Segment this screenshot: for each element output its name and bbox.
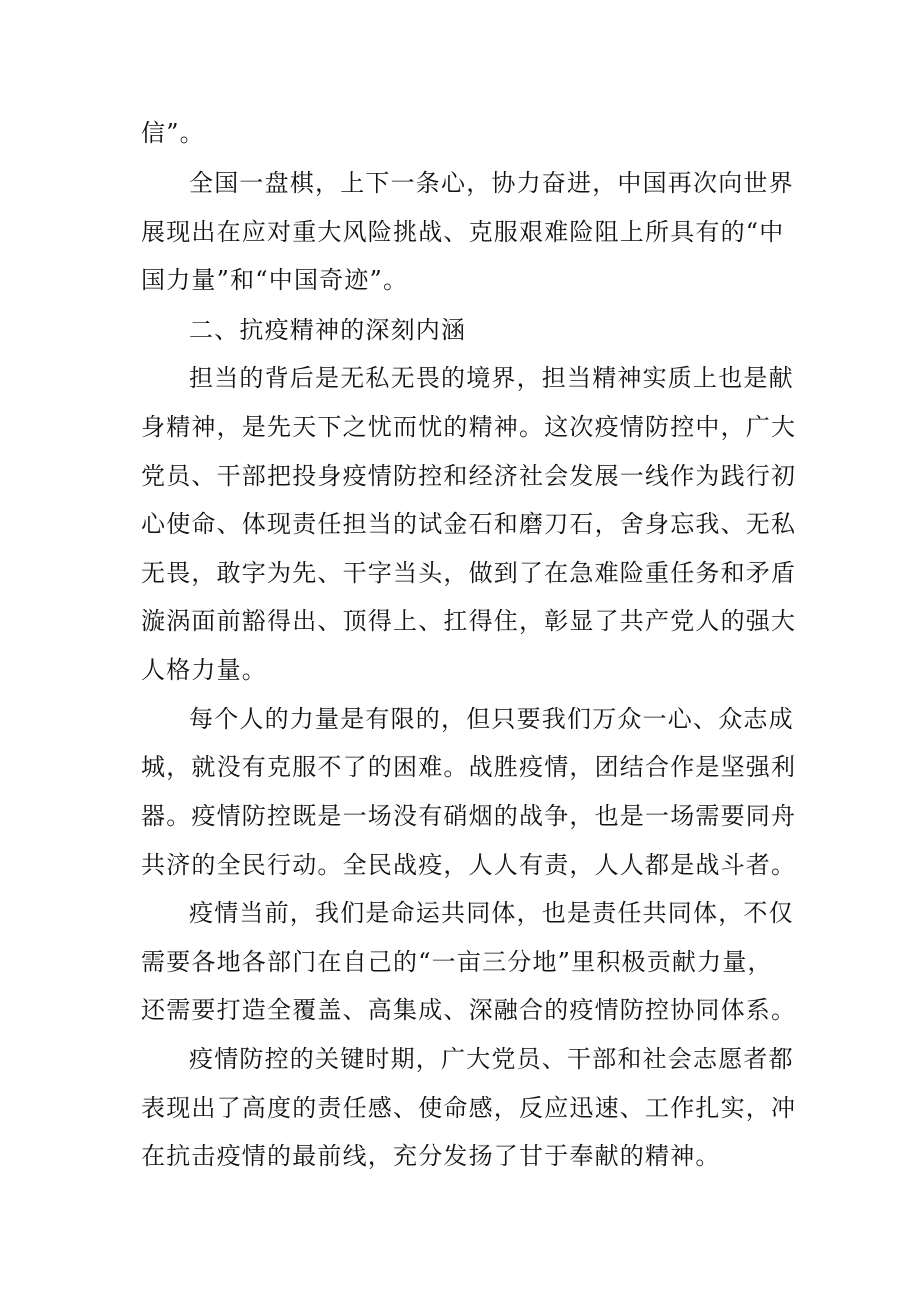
- text-line: 心使命、体现责任担当的试金石和磨刀石，舍身忘我、无私: [141, 510, 797, 538]
- text-line: 还需要打造全覆盖、高集成、深融合的疫情防控协同体系。: [141, 996, 797, 1024]
- text-line: 国力量”和“中国奇迹”。: [141, 266, 409, 294]
- text-line: 在抗击疫情的最前线，充分发扬了甘于奉献的精神。: [141, 1142, 721, 1170]
- text-line: 需要各地各部门在自己的“一亩三分地”里积极贡献力量，: [141, 948, 773, 976]
- paragraph-first-line: 每个人的力量是有限的，但只要我们万众一心、众志成: [189, 705, 794, 733]
- text-line: 无畏，敢字为先、干字当头，做到了在急难险重任务和矛盾: [141, 559, 797, 587]
- text-line: 共济的全民行动。全民战疫，人人有责，人人都是战斗者。: [141, 851, 797, 879]
- text-line: 漩涡面前豁得出、顶得上、扛得住，彰显了共产党人的强大: [141, 607, 797, 635]
- text-line: 城，就没有克服不了的困难。战胜疫情，团结合作是坚强利: [141, 753, 797, 781]
- paragraph-first-line: 疫情防控的关键时期，广大党员、干部和社会志愿者都: [189, 1045, 794, 1073]
- text-line: 展现出在应对重大风险挑战、克服艰难险阻上所具有的“中: [141, 218, 785, 246]
- text-line: 人格力量。: [141, 656, 267, 684]
- paragraph-first-line: 疫情当前，我们是命运共同体，也是责任共同体，不仅: [189, 899, 794, 927]
- paragraph-first-line: 担当的背后是无私无畏的境界，担当精神实质上也是献: [189, 364, 794, 392]
- section-heading: 二、抗疫精神的深刻内涵: [189, 316, 467, 344]
- text-line: 表现出了高度的责任感、使命感，反应迅速、工作扎实，冲: [141, 1094, 797, 1122]
- text-line: 器。疫情防控既是一场没有硝烟的战争，也是一场需要同舟: [141, 802, 797, 830]
- paragraph-first-line: 全国一盘棋，上下一条心，协力奋进，中国再次向世界: [189, 169, 794, 197]
- text-line: 身精神，是先天下之忧而忧的精神。这次疫情防控中，广大: [141, 413, 797, 441]
- text-line: 党员、干部把投身疫情防控和经济社会发展一线作为践行初: [141, 462, 797, 490]
- text-line: 信”。: [141, 119, 205, 147]
